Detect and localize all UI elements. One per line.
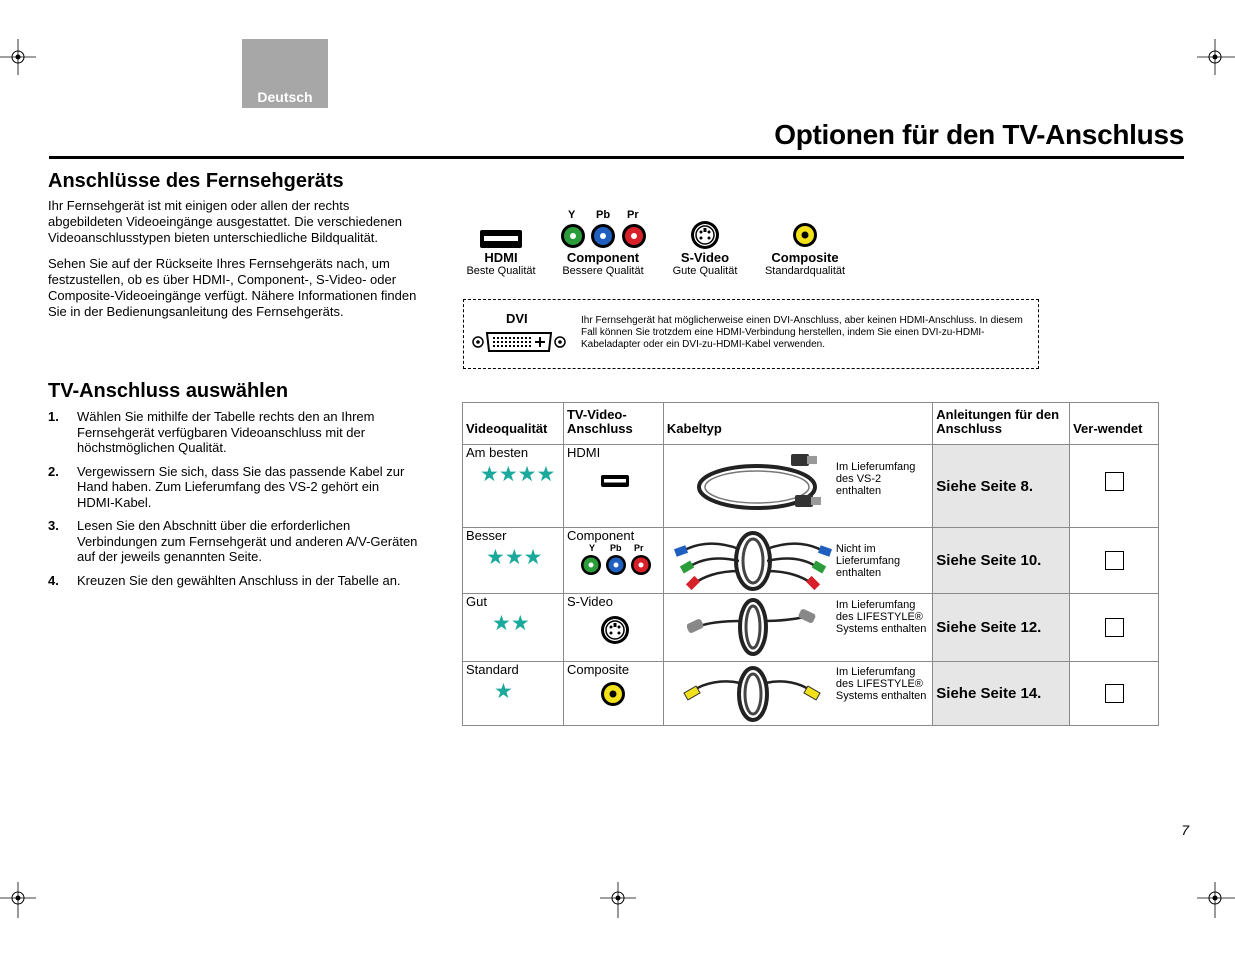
quality-label: Standard [466,662,519,677]
list-item: 1. Wählen Sie mithilfe der Tabelle rechts den an Ihrem Fernsehgerät verfügbaren Videoanschluss mit der höchstmöglichen Qualität. [48,409,375,455]
column-header: Videoqualität [463,403,564,445]
title-divider [49,156,1184,159]
s-video-port-icon [690,220,720,250]
s-video-port-icon [600,615,630,645]
section-heading: Anschlüsse des Fernsehgeräts [48,170,344,192]
used-checkbox[interactable] [1105,472,1124,491]
quality-label: Gut [466,594,487,609]
connector-composite: Composite Standardqualität [764,250,846,277]
page-title: Optionen für den TV-Anschluss [774,119,1184,150]
language-tab [242,39,328,108]
table-row [463,528,1159,594]
used-checkbox[interactable] [1105,684,1124,703]
cable-included-note: Im Lieferumfang des VS-2 enthalten [835,461,916,497]
section-tv-connections [48,170,420,330]
rating-stars-icon: ★★★★ [480,463,556,486]
connector-label: HDMI [566,445,601,460]
connector-s-video: S-Video Gute Qualität [672,250,738,277]
cable-included-note: Nicht im Lieferumfang enthalten [835,543,901,579]
component-ports-icon [580,554,652,576]
quality-label: Am besten [466,445,529,460]
dvi-port-icon [471,330,567,354]
hdmi-port-icon [479,229,523,249]
cable-included-note: Im Lieferumfang des LIFESTYLE® Systems enthalten [835,599,927,635]
registration-mark-icon [598,880,638,920]
column-header: TV-Video-Anschluss [563,403,663,445]
component-ports: Y Pb Pr [567,543,660,575]
used-checkbox[interactable] [1105,618,1124,637]
rating-stars-icon: ★ [494,680,513,703]
rating-stars-icon: ★★ [492,612,530,635]
column-header: Anleitungen für den Anschluss [933,403,1070,445]
table-row [463,662,1159,726]
connector-label: S-Video [566,594,613,609]
see-page-link[interactable]: Siehe Seite 12. [933,594,1070,662]
component-ports-icon [560,223,648,249]
registration-mark-icon [0,39,40,79]
list-item: 4. Kreuzen Sie den gewählten Anschluss in der Tabelle an. [48,572,401,588]
dvi-note-text: Ihr Fernsehgerät hat möglicherweise einen DVI-Anschluss, aber keinen HDMI-Anschluss. In diesem Fall können Sie trotzdem eine HDMI-Verbindung herstellen, indem Sie einen DVI-zu-HDMI-Kabeladapter oder ein DVI-zu-HDMI-Kabel verwenden. [581,315,1023,350]
section-choose-connection [48,380,420,596]
s-video-cable-icon [687,597,817,657]
page-number: 7 [1181,822,1189,838]
column-header: Ver-wendet [1070,403,1159,445]
instruction-paragraph: Sehen Sie auf der Rückseite Ihres Fernsehgeräts nach, um festzustellen, ob es über HDMI-, Component-, S-Video- oder Composite-Videoeingänge verfügt. Nähere Informationen finden Sie in der Bedienungsanleitung des Fernsehgeräts. [48,256,417,319]
steps-list [48,409,420,588]
table-row [463,445,1159,528]
composite-port-icon [600,681,626,707]
table-row [463,594,1159,662]
connection-options-table [462,402,1159,726]
composite-port-icon [792,222,818,248]
see-page-link[interactable]: Siehe Seite 14. [933,662,1070,726]
hdmi-port-icon [600,474,630,488]
see-page-link[interactable]: Siehe Seite 8. [933,445,1070,528]
registration-mark-icon [0,880,40,920]
used-checkbox[interactable] [1105,551,1124,570]
connector-label: Composite [566,662,630,677]
section-heading: TV-Anschluss auswählen [48,380,289,402]
column-header: Kabeltyp [663,403,932,445]
cable-included-note: Im Lieferumfang des LIFESTYLE® Systems enthalten [835,666,927,702]
quality-label: Besser [466,528,507,543]
table-header-row [463,403,1159,445]
intro-paragraph: Ihr Fernsehgerät ist mit einigen oder allen der rechts abgebildeten Videoeingänge ausgestattet. Die verschiedenen Videoanschlusstypen bieten unterschiedliche Bildqualität. [48,198,402,245]
list-item: 3. Lesen Sie den Abschnitt über die erforderlichen Verbindungen zum Fernsehgerät und anderen A/V-Geräten auf der jeweils genannten Seite. [48,518,418,564]
see-page-link[interactable]: Siehe Seite 10. [933,528,1070,594]
connector-hdmi: HDMI Beste Qualität [466,250,536,277]
dvi-label: DVI [506,311,528,326]
connector-component: Component Bessere Qualität [562,250,644,277]
list-item: 2. Vergewissern Sie sich, dass Sie das passende Kabel zur Hand haben. Zum Lieferumfang des VS-2 gehört ein HDMI-Kabel. [48,463,405,510]
connector-label: Component [566,528,635,543]
registration-mark-icon [1197,39,1235,79]
language-tab-label: Deutsch [257,89,313,105]
composite-cable-icon [683,665,823,723]
rating-stars-icon: ★★★ [486,546,543,569]
registration-mark-icon [1197,880,1235,920]
component-cable-icon [673,531,833,591]
hdmi-cable-icon [695,451,830,517]
